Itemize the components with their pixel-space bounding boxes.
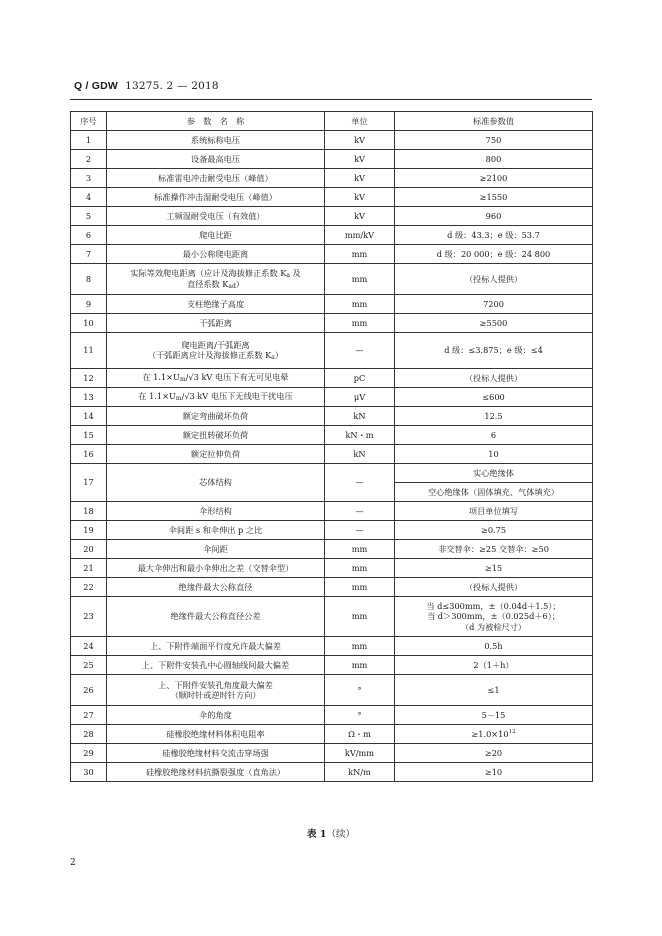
row-unit: °	[325, 706, 395, 725]
table-row	[71, 675, 593, 706]
row-index: 9	[71, 295, 107, 314]
table-row	[71, 744, 593, 763]
row-unit: kV/mm	[325, 744, 395, 763]
row-unit: kN	[325, 445, 395, 464]
column-header-value: 标准参数值	[395, 112, 593, 131]
row-parameter: 额定弯曲破坏负荷	[107, 407, 325, 426]
table-row	[71, 445, 593, 464]
table-row	[71, 597, 593, 637]
row-value: 5－15	[395, 706, 593, 725]
row-value: 12.5	[395, 407, 593, 426]
table-row	[71, 559, 593, 578]
row-unit: mm	[325, 295, 395, 314]
row-index: 8	[71, 264, 107, 295]
row-unit: Ω・m	[325, 725, 395, 744]
row-unit: —	[325, 521, 395, 540]
row-unit: kN/m	[325, 763, 395, 782]
row-value: ≥20	[395, 744, 593, 763]
row-index: 24	[71, 637, 107, 656]
row-value: ≥0.75	[395, 521, 593, 540]
row-index: 25	[71, 656, 107, 675]
table-row	[71, 314, 593, 333]
row-index: 6	[71, 226, 107, 245]
row-index: 10	[71, 314, 107, 333]
row-index: 14	[71, 407, 107, 426]
row-unit: mm	[325, 314, 395, 333]
table-row	[71, 131, 593, 150]
row-value: d 级：43.3；e 级：53.7	[395, 226, 593, 245]
column-header-unit: 单位	[325, 112, 395, 131]
row-parameter: 标准雷电冲击耐受电压（峰值）	[107, 169, 325, 188]
table-row	[71, 369, 593, 388]
row-index: 7	[71, 245, 107, 264]
row-unit: —	[325, 502, 395, 521]
table-header-row	[71, 112, 593, 131]
table-row	[71, 578, 593, 597]
row-value: 10	[395, 445, 593, 464]
row-value: ≥1550	[395, 188, 593, 207]
row-unit: kV	[325, 207, 395, 226]
row-value: 项目单位填写	[395, 502, 593, 521]
row-unit: mm	[325, 637, 395, 656]
table-row	[71, 521, 593, 540]
row-unit: mm/kV	[325, 226, 395, 245]
row-value: ≤600	[395, 388, 593, 407]
row-unit: kV	[325, 150, 395, 169]
table-row	[71, 188, 593, 207]
row-parameter: 额定拉伸负荷	[107, 445, 325, 464]
row-index: 13	[71, 388, 107, 407]
row-parameter: 伞间距	[107, 540, 325, 559]
standard-number: 13275. 2 — 2018	[125, 80, 219, 92]
row-index: 30	[71, 763, 107, 782]
row-index: 28	[71, 725, 107, 744]
row-parameter: 伞间距 s 和伞伸出 p 之比	[107, 521, 325, 540]
row-unit: mm	[325, 559, 395, 578]
row-unit: pC	[325, 369, 395, 388]
row-value: $\ge 1.0\times 10^{12}$	[395, 725, 593, 744]
row-parameter: 标准操作冲击湿耐受电压（峰值）	[107, 188, 325, 207]
row-index: 4	[71, 188, 107, 207]
row-parameter: 绝缘件最大公称直径	[107, 578, 325, 597]
table-row	[71, 706, 593, 725]
row-index: 19	[71, 521, 107, 540]
table-row	[71, 656, 593, 675]
row-parameter: 爬电距离/干弧距离 （干弧距离应计及海拔修正系数 Ka）	[107, 333, 325, 369]
row-unit: mm	[325, 578, 395, 597]
row-parameter: 上、下附件安装孔角度最大偏差 （顺时针或逆时针方向）	[107, 675, 325, 706]
row-index: 26	[71, 675, 107, 706]
row-parameter: 最大伞伸出和最小伞伸出之差（交替伞型）	[107, 559, 325, 578]
row-index: 22	[71, 578, 107, 597]
row-index: 21	[71, 559, 107, 578]
row-parameter: 硅橡胶绝缘材料交流击穿场强	[107, 744, 325, 763]
row-value: 实心绝缘体	[395, 464, 593, 483]
row-value: ≤1	[395, 675, 593, 706]
row-parameter: 爬电比距	[107, 226, 325, 245]
row-index: 23	[71, 597, 107, 637]
row-value: 750	[395, 131, 593, 150]
row-parameter: 支柱绝缘子高度	[107, 295, 325, 314]
table-row	[71, 226, 593, 245]
row-unit: mm	[325, 264, 395, 295]
row-value: ≥15	[395, 559, 593, 578]
table-row	[71, 169, 593, 188]
row-parameter: 系统标称电压	[107, 131, 325, 150]
row-value: 非交替伞：≥25 交替伞：≥50	[395, 540, 593, 559]
row-value: ≥2100	[395, 169, 593, 188]
row-index: 1	[71, 131, 107, 150]
row-index: 29	[71, 744, 107, 763]
row-value: （投标人提供）	[395, 578, 593, 597]
row-parameter: 伞的角度	[107, 706, 325, 725]
table-row	[71, 464, 593, 483]
row-index: 27	[71, 706, 107, 725]
table-row	[71, 295, 593, 314]
row-value: （投标人提供）	[395, 264, 593, 295]
row-index: 17	[71, 464, 107, 502]
row-value: 7200	[395, 295, 593, 314]
table-row	[71, 150, 593, 169]
table-row	[71, 207, 593, 226]
row-unit: kV	[325, 188, 395, 207]
table-row	[71, 540, 593, 559]
row-index: 12	[71, 369, 107, 388]
row-index: 11	[71, 333, 107, 369]
row-unit: mm	[325, 540, 395, 559]
row-value: 800	[395, 150, 593, 169]
row-value: ≥5500	[395, 314, 593, 333]
row-value: 6	[395, 426, 593, 445]
row-unit: —	[325, 464, 395, 502]
row-parameter: 设备最高电压	[107, 150, 325, 169]
table-row	[71, 763, 593, 782]
row-unit: mm	[325, 656, 395, 675]
row-unit: μV	[325, 388, 395, 407]
table-caption	[0, 826, 662, 840]
row-value: d 级：≤3.875；e 级：≤4	[395, 333, 593, 369]
column-header-index: 序号	[71, 112, 107, 131]
row-parameter: 上、下附件端面平行度允许最大偏差	[107, 637, 325, 656]
row-unit: °	[325, 675, 395, 706]
row-parameter: 硅橡胶绝缘材料抗撕裂强度（直角法）	[107, 763, 325, 782]
row-parameter: 干弧距离	[107, 314, 325, 333]
row-value: 960	[395, 207, 593, 226]
row-unit: mm	[325, 597, 395, 637]
row-index: 16	[71, 445, 107, 464]
row-value: 当 d≤300mm，±（0.04d＋1.5）； 当 d＞300mm，±（0.025d＋6）； （d 为被检尺寸）	[395, 597, 593, 637]
row-parameter: 在 1.1×Um/√3 kV 电压下无线电干扰电压	[107, 388, 325, 407]
table-row	[71, 407, 593, 426]
table-row	[71, 426, 593, 445]
caption-label: 表 1	[307, 829, 327, 840]
header-rule	[70, 99, 592, 100]
row-unit: kN・m	[325, 426, 395, 445]
row-parameter: 工频湿耐受电压（有效值）	[107, 207, 325, 226]
row-unit: —	[325, 333, 395, 369]
row-parameter: 伞形结构	[107, 502, 325, 521]
row-unit: kV	[325, 131, 395, 150]
row-index: 3	[71, 169, 107, 188]
caption-suffix: （续）	[326, 829, 355, 840]
row-unit: kN	[325, 407, 395, 426]
column-header-parameter: 参 数 名 称	[107, 112, 325, 131]
table-row	[71, 245, 593, 264]
standard-code: Q / GDW	[74, 80, 118, 92]
table-row	[71, 637, 593, 656]
row-unit: mm	[325, 245, 395, 264]
row-value: d 级：20 000；e 级：24 800	[395, 245, 593, 264]
page-number: 2	[70, 858, 76, 868]
row-parameter: 额定扭转破坏负荷	[107, 426, 325, 445]
table-row	[71, 725, 593, 744]
row-value: 2（1＋h）	[395, 656, 593, 675]
row-index: 5	[71, 207, 107, 226]
row-parameter: 芯体结构	[107, 464, 325, 502]
table-row	[71, 388, 593, 407]
row-index: 15	[71, 426, 107, 445]
row-index: 20	[71, 540, 107, 559]
row-value: ≥10	[395, 763, 593, 782]
row-value: 空心绝缘体（固体填充、气体填充）	[395, 483, 593, 502]
row-parameter: 上、下附件安装孔中心圆轴线间最大偏差	[107, 656, 325, 675]
row-parameter: 绝缘件最大公称直径公差	[107, 597, 325, 637]
row-parameter: 在 1.1×Um/√3 kV 电压下有无可见电晕	[107, 369, 325, 388]
row-parameter: 实际等效爬电距离（应计及海拔修正系数 Ka 及 直径系数 Kad）	[107, 264, 325, 295]
row-value: 0.5h	[395, 637, 593, 656]
table-row	[71, 502, 593, 521]
table-row	[71, 264, 593, 295]
row-value: （投标人提供）	[395, 369, 593, 388]
table-row	[71, 333, 593, 369]
row-index: 18	[71, 502, 107, 521]
document-header	[74, 80, 219, 92]
row-unit: kV	[325, 169, 395, 188]
row-parameter: 硅橡胶绝缘材料体积电阻率	[107, 725, 325, 744]
row-index: 2	[71, 150, 107, 169]
row-parameter: 最小公称爬电距离	[107, 245, 325, 264]
parameter-table	[70, 111, 593, 782]
